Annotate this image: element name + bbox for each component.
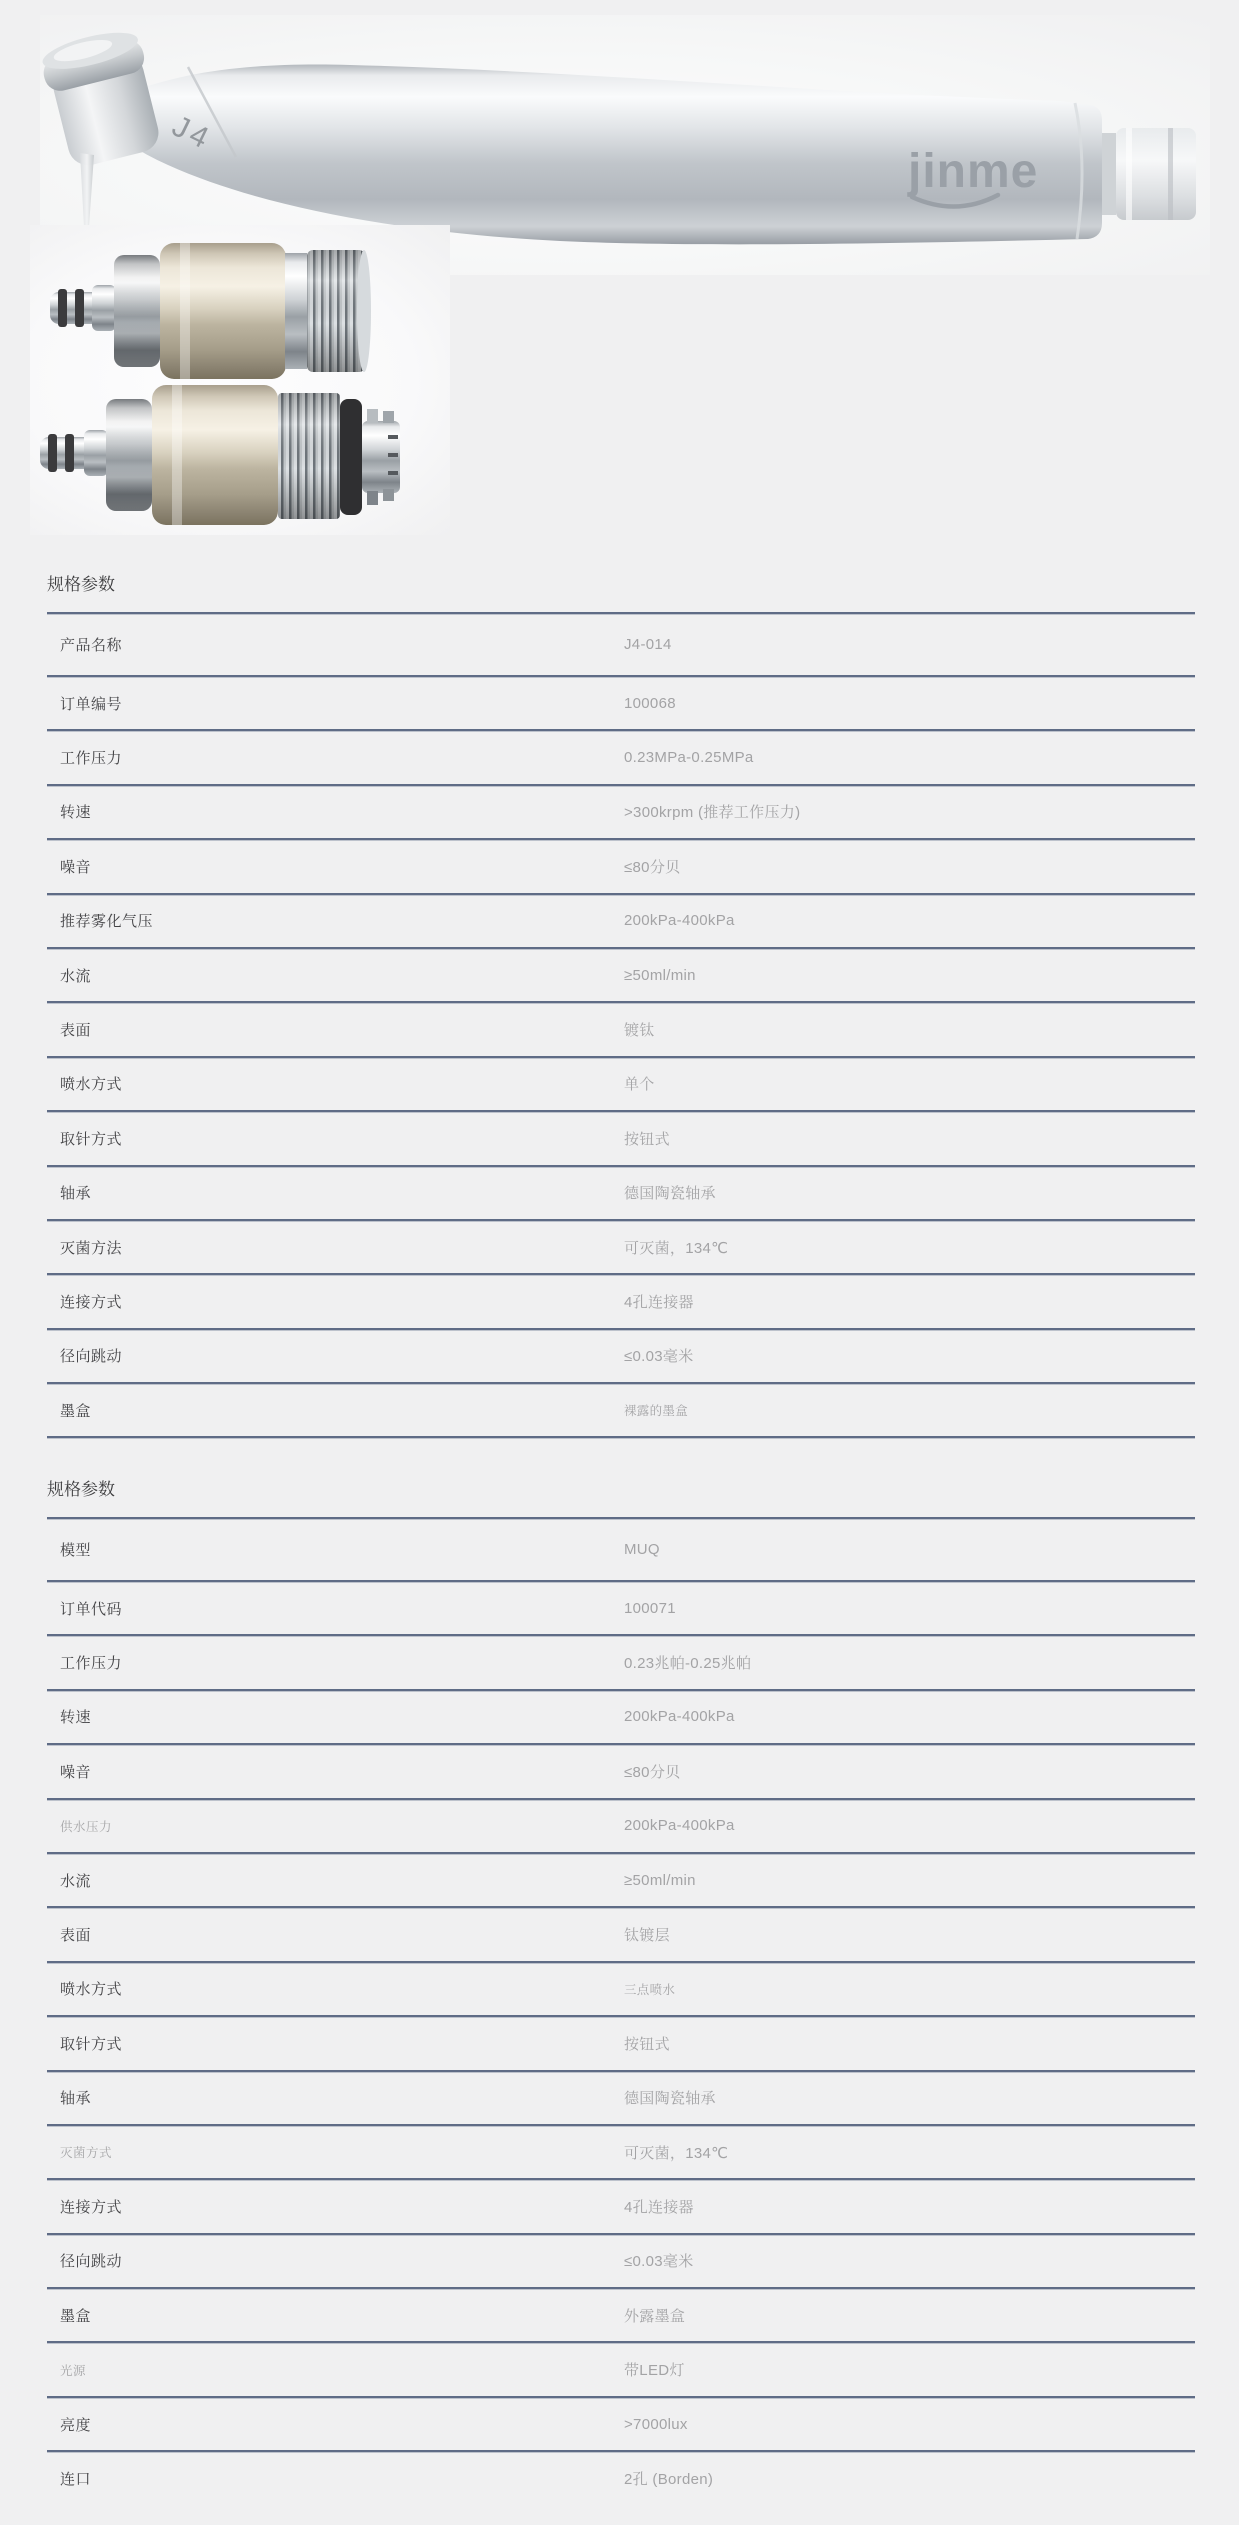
spec-value: 带LED灯 (624, 2362, 685, 2380)
spec-row (47, 2180, 1195, 2234)
spec-label: 取针方式 (60, 1130, 123, 1148)
spec-row (47, 1167, 1195, 1221)
spec-value: 200kPa-400kPa (624, 1708, 735, 1726)
spec-table-2 (47, 1480, 1195, 2504)
spec-row (47, 1519, 1195, 1582)
couplers-illustration (30, 225, 450, 535)
spec-row (47, 677, 1195, 731)
spec-value: 0.23兆帕-0.25兆帕 (624, 1655, 752, 1673)
spec-label: 模型 (60, 1542, 92, 1559)
model-marking: J4 (166, 109, 218, 157)
spec-label: 订单编号 (60, 695, 123, 713)
spec-label: 光源 (60, 2363, 87, 2378)
spec-value: 裸露的墨盒 (624, 1404, 689, 1419)
spec-row (47, 1384, 1195, 1438)
coupler-photos (30, 225, 450, 535)
spec-label: 订单代码 (60, 1600, 123, 1618)
spec-table-title: 规格参数 (47, 1480, 1195, 1519)
spec-label: 径向跳动 (60, 1348, 123, 1366)
spec-label: 径向跳动 (60, 2253, 123, 2271)
spec-row (47, 2017, 1195, 2071)
spec-row (47, 2398, 1195, 2452)
spec-row (47, 731, 1195, 785)
spec-label: 连接方式 (60, 1293, 123, 1311)
spec-label: 产品名称 (60, 637, 123, 654)
spec-table-1 (47, 575, 1195, 1438)
spec-value: 100068 (624, 694, 676, 712)
spec-label: 亮度 (60, 2416, 92, 2434)
spec-row (47, 786, 1195, 840)
spec-value: 4孔连接器 (624, 2198, 694, 2216)
spec-row (47, 2452, 1195, 2504)
spec-value: 单个 (624, 1076, 655, 1094)
spec-row (47, 1800, 1195, 1854)
spec-table-title: 规格参数 (47, 575, 1195, 614)
brand-logo (907, 145, 1038, 207)
handpiece-back-connector (1102, 128, 1196, 220)
spec-value: J4-014 (624, 636, 672, 653)
spec-label: 表面 (60, 1927, 92, 1945)
spec-label: 喷水方式 (60, 1981, 123, 1999)
handpiece-head (40, 25, 167, 171)
spec-value: 德国陶瓷轴承 (624, 2090, 716, 2108)
spec-row (47, 2289, 1195, 2343)
spec-label: 水流 (60, 1872, 92, 1890)
handpiece-bur (80, 153, 94, 227)
coupler-1 (50, 243, 371, 379)
spec-value: 200kPa-400kPa (624, 1817, 735, 1835)
spec-value: 4孔连接器 (624, 1293, 694, 1311)
spec-value: ≤0.03毫米 (624, 2253, 694, 2271)
spec-value: ≥50ml/min (624, 966, 696, 984)
spec-row (47, 895, 1195, 949)
spec-row (47, 2072, 1195, 2126)
spec-row (47, 1963, 1195, 2017)
spec-rows (47, 1519, 1195, 2504)
spec-label: 工作压力 (60, 750, 123, 768)
spec-row (47, 1636, 1195, 1690)
spec-value: >300krpm (推荐工作压力) (624, 804, 801, 822)
spec-value: 按钮式 (624, 1130, 670, 1148)
spec-label: 噪音 (60, 858, 92, 876)
spec-value: 可灭菌，134℃ (624, 2144, 729, 2162)
spec-rows (47, 614, 1195, 1438)
spec-value: 德国陶瓷轴承 (624, 1185, 716, 1203)
spec-label: 转速 (60, 1709, 92, 1727)
spec-value: 可灭菌，134℃ (624, 1239, 729, 1257)
spec-row (47, 1275, 1195, 1329)
spec-label: 墨盒 (60, 2307, 92, 2325)
spec-label: 工作压力 (60, 1655, 123, 1673)
spec-value: ≤0.03毫米 (624, 1348, 694, 1366)
spec-value: ≤80分贝 (624, 858, 681, 876)
spec-row (47, 614, 1195, 677)
spec-label: 连口 (60, 2470, 92, 2488)
spec-row (47, 2235, 1195, 2289)
spec-label: 灭菌方式 (60, 2146, 113, 2161)
spec-row (47, 2343, 1195, 2397)
spec-row (47, 949, 1195, 1003)
spec-row (47, 1330, 1195, 1384)
spec-label: 取针方式 (60, 2035, 123, 2053)
spec-row (47, 1221, 1195, 1275)
spec-label: 轴承 (60, 1185, 92, 1203)
spec-value: 外露墨盒 (624, 2307, 686, 2325)
spec-value: >7000lux (624, 2415, 688, 2433)
spec-value: 200kPa-400kPa (624, 912, 735, 930)
spec-value: 0.23MPa-0.25MPa (624, 749, 754, 767)
spec-label: 轴承 (60, 2090, 92, 2108)
spec-label: 墨盒 (60, 1402, 92, 1420)
spec-label: 推荐雾化气压 (60, 913, 154, 931)
spec-row (47, 1908, 1195, 1962)
spec-value: 按钮式 (624, 2035, 670, 2053)
spec-label: 喷水方式 (60, 1076, 123, 1094)
coupler-2 (40, 385, 400, 525)
spec-row (47, 1058, 1195, 1112)
spec-label: 噪音 (60, 1763, 92, 1781)
spec-value: 三点喷水 (624, 1982, 676, 1997)
spec-label: 表面 (60, 1022, 92, 1040)
spec-value: ≥50ml/min (624, 1871, 696, 1889)
spec-row (47, 1112, 1195, 1166)
spec-label: 转速 (60, 804, 92, 822)
spec-row (47, 840, 1195, 894)
spec-value: 2孔 (Borden) (624, 2470, 714, 2488)
spec-label: 水流 (60, 967, 92, 985)
spec-row (47, 2126, 1195, 2180)
spec-row (47, 1854, 1195, 1908)
spec-value: 镀钛 (624, 1022, 655, 1040)
svg-text:jinme: jinme (908, 145, 1039, 198)
spec-row (47, 1003, 1195, 1057)
spec-value: MUQ (624, 1541, 660, 1558)
spec-value: 100071 (624, 1599, 676, 1617)
spec-row (47, 1582, 1195, 1636)
spec-row (47, 1691, 1195, 1745)
spec-label: 连接方式 (60, 2198, 123, 2216)
spec-label: 灭菌方法 (60, 1239, 123, 1257)
spec-label: 供水压力 (60, 1819, 113, 1834)
spec-value: ≤80分贝 (624, 1763, 681, 1781)
spec-row (47, 1745, 1195, 1799)
spec-value: 钛镀层 (624, 1927, 670, 1945)
